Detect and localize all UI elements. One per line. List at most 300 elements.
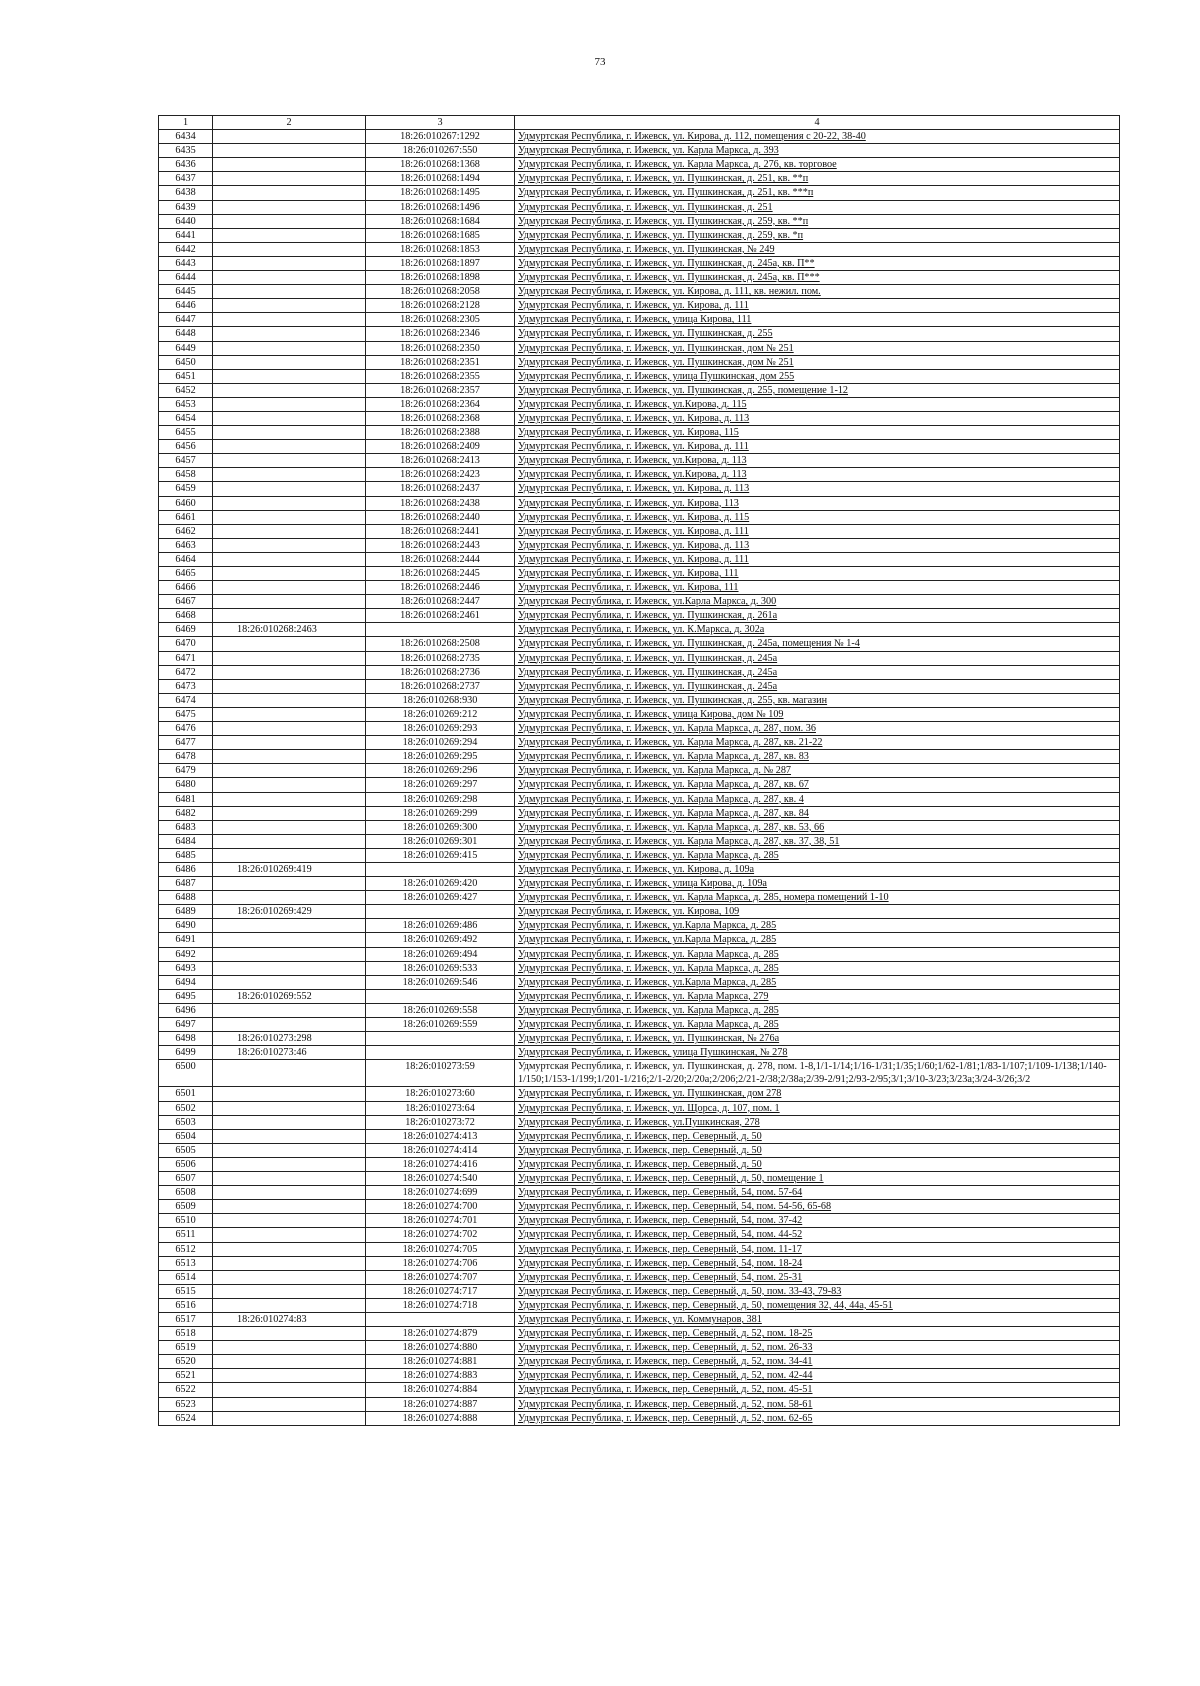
table-row — [159, 1341, 1120, 1355]
address-cell: Удмуртская Республика, г. Ижевск, ул.Карла Маркса, д. 285 — [515, 975, 1120, 989]
row-number-cell: 6523 — [159, 1397, 213, 1411]
address-cell: Удмуртская Республика, г. Ижевск, ул. Пушкинская, д. 251, кв. **п — [515, 172, 1120, 186]
parcel-number-cell — [213, 1298, 366, 1312]
address-cell: Удмуртская Республика, г. Ижевск, ул. Кирова, 109 — [515, 905, 1120, 919]
row-number-cell: 6484 — [159, 834, 213, 848]
table-row — [159, 975, 1120, 989]
parcel-number-cell — [213, 1256, 366, 1270]
table-row — [159, 1172, 1120, 1186]
address-cell: Удмуртская Республика, г. Ижевск, пер. Северный, д. 52, пом. 26-33 — [515, 1341, 1120, 1355]
address-cell: Удмуртская Республика, г. Ижевск, ул. Пушкинская, д. 278, пом. 1-8,1/1-1/14;1/16-1/31;1/35;1/60;1/62-1/81;1/83-1/107;1/109-1/138;1/140-1/150;1/153-1/199;1/201-1/216;2/1-2/20;2/20а;2/206;2/21-2/38;2/38а;2/39-2/91;2/93-2/95;3/1;3/10-3/23;3/23а;3/24-3/26;3/2 — [515, 1060, 1120, 1087]
parcel-number-cell — [213, 834, 366, 848]
table-row — [159, 341, 1120, 355]
cadastral-number-cell: 18:26:010268:2388 — [366, 426, 515, 440]
parcel-number-cell — [213, 496, 366, 510]
cadastral-number-cell: 18:26:010268:1496 — [366, 200, 515, 214]
row-number-cell: 6491 — [159, 933, 213, 947]
row-number-cell: 6518 — [159, 1327, 213, 1341]
address-cell: Удмуртская Республика, г. Ижевск, пер. Северный, д. 52, пом. 58-61 — [515, 1397, 1120, 1411]
cadastral-number-cell: 18:26:010274:880 — [366, 1341, 515, 1355]
address-cell: Удмуртская Республика, г. Ижевск, ул. Кирова, д. 111 — [515, 299, 1120, 313]
cadastral-number-cell: 18:26:010268:2441 — [366, 524, 515, 538]
address-cell: Удмуртская Республика, г. Ижевск, ул. Кирова, д. 111, кв. нежил. пом. — [515, 285, 1120, 299]
address-cell: Удмуртская Республика, г. Ижевск, пер. Северный, 54, пом. 37-42 — [515, 1214, 1120, 1228]
parcel-number-cell — [213, 271, 366, 285]
column-header-3: 3 — [366, 116, 515, 130]
cadastral-number-cell — [366, 1312, 515, 1326]
address-cell: Удмуртская Республика, г. Ижевск, ул. Пушкинская, д. 255, помещение 1-12 — [515, 383, 1120, 397]
row-number-cell: 6438 — [159, 186, 213, 200]
table-row — [159, 130, 1120, 144]
parcel-number-cell — [213, 1242, 366, 1256]
table-row — [159, 750, 1120, 764]
row-number-cell: 6461 — [159, 510, 213, 524]
cadastral-number-cell: 18:26:010274:707 — [366, 1270, 515, 1284]
cadastral-number-cell: 18:26:010269:299 — [366, 806, 515, 820]
table-header — [159, 116, 1120, 130]
table-row — [159, 1143, 1120, 1157]
cadastral-number-cell: 18:26:010268:2364 — [366, 397, 515, 411]
header-row — [159, 116, 1120, 130]
address-cell: Удмуртская Республика, г. Ижевск, ул. Кирова, 111 — [515, 581, 1120, 595]
cadastral-number-cell — [366, 862, 515, 876]
parcel-number-cell — [213, 228, 366, 242]
cadastral-number-cell: 18:26:010268:930 — [366, 693, 515, 707]
table-row — [159, 242, 1120, 256]
address-cell: Удмуртская Республика, г. Ижевск, ул.Кирова, д. 113 — [515, 454, 1120, 468]
table-row — [159, 1256, 1120, 1270]
table-row — [159, 426, 1120, 440]
row-number-cell: 6457 — [159, 454, 213, 468]
parcel-number-cell — [213, 1060, 366, 1087]
row-number-cell: 6454 — [159, 411, 213, 425]
table-row — [159, 1032, 1120, 1046]
cadastral-number-cell: 18:26:010268:2444 — [366, 552, 515, 566]
cadastral-number-cell: 18:26:010274:718 — [366, 1298, 515, 1312]
address-cell: Удмуртская Республика, г. Ижевск, пер. Северный, д. 52, пом. 34-41 — [515, 1355, 1120, 1369]
row-number-cell: 6502 — [159, 1101, 213, 1115]
address-cell: Удмуртская Республика, г. Ижевск, ул. Пушкинская, д. 245а, кв. П** — [515, 256, 1120, 270]
row-number-cell: 6460 — [159, 496, 213, 510]
row-number-cell: 6486 — [159, 862, 213, 876]
row-number-cell: 6509 — [159, 1200, 213, 1214]
row-number-cell: 6524 — [159, 1411, 213, 1425]
address-cell: Удмуртская Республика, г. Ижевск, ул. Карла Маркса, д. 276, кв. торговое — [515, 158, 1120, 172]
table-row — [159, 1101, 1120, 1115]
table-row — [159, 1003, 1120, 1017]
cadastral-number-cell: 18:26:010268:2350 — [366, 341, 515, 355]
table-row — [159, 285, 1120, 299]
cadastral-number-cell: 18:26:010274:879 — [366, 1327, 515, 1341]
cadastral-number-cell: 18:26:010268:2437 — [366, 482, 515, 496]
parcel-number-cell — [213, 1143, 366, 1157]
parcel-number-cell — [213, 792, 366, 806]
parcel-number-cell — [213, 538, 366, 552]
row-number-cell: 6496 — [159, 1003, 213, 1017]
parcel-number-cell — [213, 848, 366, 862]
cadastral-number-cell: 18:26:010268:2409 — [366, 440, 515, 454]
address-cell: Удмуртская Республика, г. Ижевск, пер. Северный, 54, пом. 44-52 — [515, 1228, 1120, 1242]
row-number-cell: 6473 — [159, 679, 213, 693]
table-row — [159, 778, 1120, 792]
table-row — [159, 468, 1120, 482]
table-row — [159, 214, 1120, 228]
address-cell: Удмуртская Республика, г. Ижевск, пер. Северный, д. 52, пом. 45-51 — [515, 1383, 1120, 1397]
cadastral-number-cell: 18:26:010274:416 — [366, 1157, 515, 1171]
parcel-number-cell — [213, 1087, 366, 1101]
address-cell: Удмуртская Республика, г. Ижевск, ул.Пушкинская, 278 — [515, 1115, 1120, 1129]
registry-table — [158, 115, 1120, 1426]
row-number-cell: 6445 — [159, 285, 213, 299]
parcel-number-cell — [213, 172, 366, 186]
row-number-cell: 6471 — [159, 651, 213, 665]
row-number-cell: 6519 — [159, 1341, 213, 1355]
cadastral-number-cell: 18:26:010269:415 — [366, 848, 515, 862]
address-cell: Удмуртская Республика, г. Ижевск, ул. Карла Маркса, д. 287, кв. 53, 66 — [515, 820, 1120, 834]
address-cell: Удмуртская Республика, г. Ижевск, ул. Пушкинская, д. 245а, помещения № 1-4 — [515, 637, 1120, 651]
table-row — [159, 764, 1120, 778]
row-number-cell: 6515 — [159, 1284, 213, 1298]
table-row — [159, 256, 1120, 270]
cadastral-number-cell: 18:26:010274:414 — [366, 1143, 515, 1157]
parcel-number-cell — [213, 1327, 366, 1341]
row-number-cell: 6504 — [159, 1129, 213, 1143]
address-cell: Удмуртская Республика, г. Ижевск, ул. Пушкинская, дом № 251 — [515, 341, 1120, 355]
cadastral-number-cell: 18:26:010269:294 — [366, 736, 515, 750]
cadastral-number-cell: 18:26:010274:706 — [366, 1256, 515, 1270]
address-cell: Удмуртская Республика, г. Ижевск, ул. Щорса, д. 107, пом. 1 — [515, 1101, 1120, 1115]
row-number-cell: 6506 — [159, 1157, 213, 1171]
address-cell: Удмуртская Республика, г. Ижевск, улица Пушкинская, дом 255 — [515, 369, 1120, 383]
address-cell: Удмуртская Республика, г. Ижевск, ул.Кирова, д. 113 — [515, 468, 1120, 482]
table-row — [159, 1242, 1120, 1256]
table-row — [159, 228, 1120, 242]
table-row — [159, 327, 1120, 341]
address-cell: Удмуртская Республика, г. Ижевск, ул. Пушкинская, д. 259, кв. *п — [515, 228, 1120, 242]
row-number-cell: 6517 — [159, 1312, 213, 1326]
table-row — [159, 637, 1120, 651]
address-cell: Удмуртская Республика, г. Ижевск, ул. Карла Маркса, д. 285 — [515, 1018, 1120, 1032]
table-row — [159, 820, 1120, 834]
address-cell: Удмуртская Республика, г. Ижевск, ул. Карла Маркса, д. 285 — [515, 848, 1120, 862]
parcel-number-cell — [213, 1186, 366, 1200]
address-cell: Удмуртская Республика, г. Ижевск, ул. Карла Маркса, д. 285 — [515, 961, 1120, 975]
cadastral-number-cell: 18:26:010268:2368 — [366, 411, 515, 425]
row-number-cell: 6449 — [159, 341, 213, 355]
row-number-cell: 6437 — [159, 172, 213, 186]
table-row — [159, 158, 1120, 172]
cadastral-number-cell: 18:26:010269:533 — [366, 961, 515, 975]
column-header-4: 4 — [515, 116, 1120, 130]
address-cell: Удмуртская Республика, г. Ижевск, ул. Кирова, 115 — [515, 426, 1120, 440]
parcel-number-cell: 18:26:010273:46 — [213, 1046, 366, 1060]
address-cell: Удмуртская Республика, г. Ижевск, ул. Карла Маркса, д. № 287 — [515, 764, 1120, 778]
cadastral-number-cell: 18:26:010274:883 — [366, 1369, 515, 1383]
cadastral-number-cell: 18:26:010268:2735 — [366, 651, 515, 665]
address-cell: Удмуртская Республика, г. Ижевск, пер. Северный, 54, пом. 18-24 — [515, 1256, 1120, 1270]
table-row — [159, 1270, 1120, 1284]
parcel-number-cell — [213, 186, 366, 200]
row-number-cell: 6447 — [159, 313, 213, 327]
table-row — [159, 961, 1120, 975]
address-cell: Удмуртская Республика, г. Ижевск, ул. Карла Маркса, д. 285 — [515, 1003, 1120, 1017]
table-row — [159, 609, 1120, 623]
row-number-cell: 6503 — [159, 1115, 213, 1129]
table-row — [159, 989, 1120, 1003]
address-cell: Удмуртская Республика, г. Ижевск, пер. Северный, д. 50, помещение 1 — [515, 1172, 1120, 1186]
cadastral-number-cell: 18:26:010268:1684 — [366, 214, 515, 228]
cadastral-number-cell: 18:26:010269:427 — [366, 891, 515, 905]
parcel-number-cell — [213, 679, 366, 693]
row-number-cell: 6520 — [159, 1355, 213, 1369]
address-cell: Удмуртская Республика, г. Ижевск, ул. Пушкинская, д. 259, кв. **п — [515, 214, 1120, 228]
parcel-number-cell — [213, 313, 366, 327]
cadastral-number-cell: 18:26:010269:420 — [366, 877, 515, 891]
parcel-number-cell — [213, 1270, 366, 1284]
parcel-number-cell — [213, 975, 366, 989]
address-cell: Удмуртская Республика, г. Ижевск, пер. Северный, д. 50, помещения 32, 44, 44а, 45-51 — [515, 1298, 1120, 1312]
parcel-number-cell — [213, 1369, 366, 1383]
address-cell: Удмуртская Республика, г. Ижевск, ул. Карла Маркса, д. 285, номера помещений 1-10 — [515, 891, 1120, 905]
table-row — [159, 862, 1120, 876]
row-number-cell: 6513 — [159, 1256, 213, 1270]
parcel-number-cell — [213, 1115, 366, 1129]
row-number-cell: 6510 — [159, 1214, 213, 1228]
table-row — [159, 806, 1120, 820]
address-cell: Удмуртская Республика, г. Ижевск, ул. Кирова, д. 112, помещения с 20-22, 38-40 — [515, 130, 1120, 144]
address-cell: Удмуртская Республика, г. Ижевск, ул. Кирова, д. 111 — [515, 552, 1120, 566]
parcel-number-cell — [213, 510, 366, 524]
cadastral-number-cell: 18:26:010267:550 — [366, 144, 515, 158]
address-cell: Удмуртская Республика, г. Ижевск, ул. Карла Маркса, д. 285 — [515, 947, 1120, 961]
row-number-cell: 6464 — [159, 552, 213, 566]
address-cell: Удмуртская Республика, г. Ижевск, ул. Кирова, д. 109а — [515, 862, 1120, 876]
row-number-cell: 6450 — [159, 355, 213, 369]
parcel-number-cell — [213, 383, 366, 397]
cadastral-number-cell: 18:26:010268:2737 — [366, 679, 515, 693]
cadastral-number-cell: 18:26:010268:2355 — [366, 369, 515, 383]
row-number-cell: 6442 — [159, 242, 213, 256]
parcel-number-cell — [213, 440, 366, 454]
address-cell: Удмуртская Республика, г. Ижевск, ул. Пушкинская, № 249 — [515, 242, 1120, 256]
cadastral-number-cell: 18:26:010269:298 — [366, 792, 515, 806]
table-row — [159, 1284, 1120, 1298]
table-row — [159, 411, 1120, 425]
table-row — [159, 1327, 1120, 1341]
cadastral-number-cell: 18:26:010274:717 — [366, 1284, 515, 1298]
cadastral-number-cell: 18:26:010269:492 — [366, 933, 515, 947]
parcel-number-cell — [213, 397, 366, 411]
parcel-number-cell — [213, 242, 366, 256]
row-number-cell: 6443 — [159, 256, 213, 270]
parcel-number-cell — [213, 369, 366, 383]
cadastral-number-cell: 18:26:010268:2423 — [366, 468, 515, 482]
cadastral-number-cell — [366, 905, 515, 919]
parcel-number-cell — [213, 454, 366, 468]
address-cell: Удмуртская Республика, г. Ижевск, ул. Кирова, д. 113 — [515, 482, 1120, 496]
row-number-cell: 6458 — [159, 468, 213, 482]
row-number-cell: 6476 — [159, 722, 213, 736]
parcel-number-cell — [213, 341, 366, 355]
cadastral-number-cell: 18:26:010269:300 — [366, 820, 515, 834]
row-number-cell: 6446 — [159, 299, 213, 313]
cadastral-number-cell — [366, 1046, 515, 1060]
row-number-cell: 6470 — [159, 637, 213, 651]
row-number-cell: 6475 — [159, 707, 213, 721]
cadastral-number-cell: 18:26:010268:1494 — [366, 172, 515, 186]
table-row — [159, 299, 1120, 313]
address-cell: Удмуртская Республика, г. Ижевск, ул. Пушкинская, д. 261а — [515, 609, 1120, 623]
row-number-cell: 6453 — [159, 397, 213, 411]
cadastral-number-cell: 18:26:010268:2351 — [366, 355, 515, 369]
parcel-number-cell — [213, 158, 366, 172]
table-row — [159, 919, 1120, 933]
row-number-cell: 6479 — [159, 764, 213, 778]
address-cell: Удмуртская Республика, г. Ижевск, ул.Карла Маркса, д. 300 — [515, 595, 1120, 609]
address-cell: Удмуртская Республика, г. Ижевск, ул. Карла Маркса, д. 287, кв. 67 — [515, 778, 1120, 792]
cadastral-number-cell: 18:26:010274:702 — [366, 1228, 515, 1242]
address-cell: Удмуртская Республика, г. Ижевск, ул. Карла Маркса, д. 287, кв. 21-22 — [515, 736, 1120, 750]
parcel-number-cell — [213, 482, 366, 496]
address-cell: Удмуртская Республика, г. Ижевск, улица Кирова, 111 — [515, 313, 1120, 327]
parcel-number-cell — [213, 144, 366, 158]
row-number-cell: 6488 — [159, 891, 213, 905]
row-number-cell: 6456 — [159, 440, 213, 454]
table-row — [159, 397, 1120, 411]
address-cell: Удмуртская Республика, г. Ижевск, ул. Карла Маркса, д. 287, кв. 84 — [515, 806, 1120, 820]
parcel-number-cell: 18:26:010273:298 — [213, 1032, 366, 1046]
table-row — [159, 1355, 1120, 1369]
cadastral-number-cell: 18:26:010268:1685 — [366, 228, 515, 242]
cadastral-number-cell: 18:26:010269:546 — [366, 975, 515, 989]
parcel-number-cell — [213, 524, 366, 538]
parcel-number-cell — [213, 256, 366, 270]
row-number-cell: 6500 — [159, 1060, 213, 1087]
table-row — [159, 383, 1120, 397]
parcel-number-cell — [213, 693, 366, 707]
cadastral-number-cell: 18:26:010273:59 — [366, 1060, 515, 1087]
address-cell: Удмуртская Республика, г. Ижевск, ул. Пушкинская, д. 251 — [515, 200, 1120, 214]
table-row — [159, 581, 1120, 595]
address-cell: Удмуртская Республика, г. Ижевск, ул. Карла Маркса, д. 287, кв. 83 — [515, 750, 1120, 764]
parcel-number-cell — [213, 1018, 366, 1032]
table-row — [159, 1087, 1120, 1101]
row-number-cell: 6477 — [159, 736, 213, 750]
cadastral-number-cell: 18:26:010268:2446 — [366, 581, 515, 595]
parcel-number-cell — [213, 764, 366, 778]
parcel-number-cell — [213, 609, 366, 623]
cadastral-number-cell — [366, 1032, 515, 1046]
parcel-number-cell — [213, 891, 366, 905]
cadastral-number-cell: 18:26:010268:2443 — [366, 538, 515, 552]
parcel-number-cell: 18:26:010269:429 — [213, 905, 366, 919]
cadastral-number-cell: 18:26:010269:293 — [366, 722, 515, 736]
cadastral-number-cell: 18:26:010273:64 — [366, 1101, 515, 1115]
table-row — [159, 651, 1120, 665]
cadastral-number-cell: 18:26:010268:2440 — [366, 510, 515, 524]
address-cell: Удмуртская Республика, г. Ижевск, ул. Кирова, д. 113 — [515, 411, 1120, 425]
address-cell: Удмуртская Республика, г. Ижевск, ул. Пушкинская, д. 245а — [515, 679, 1120, 693]
address-cell: Удмуртская Республика, г. Ижевск, ул. Кирова, д. 111 — [515, 440, 1120, 454]
address-cell: Удмуртская Республика, г. Ижевск, ул. Кирова, 113 — [515, 496, 1120, 510]
table-row — [159, 707, 1120, 721]
table-row — [159, 1228, 1120, 1242]
table-row — [159, 313, 1120, 327]
address-cell: Удмуртская Республика, г. Ижевск, ул. Пушкинская, д. 255, кв. магазин — [515, 693, 1120, 707]
column-header-2: 2 — [213, 116, 366, 130]
parcel-number-cell — [213, 552, 366, 566]
page-number: 73 — [594, 56, 606, 68]
cadastral-number-cell — [366, 623, 515, 637]
parcel-number-cell — [213, 665, 366, 679]
cadastral-number-cell: 18:26:010274:540 — [366, 1172, 515, 1186]
parcel-number-cell — [213, 820, 366, 834]
cadastral-number-cell: 18:26:010268:2346 — [366, 327, 515, 341]
table-row — [159, 736, 1120, 750]
cadastral-number-cell: 18:26:010269:295 — [366, 750, 515, 764]
table-row — [159, 623, 1120, 637]
address-cell: Удмуртская Республика, г. Ижевск, ул. Кирова, д. 113 — [515, 538, 1120, 552]
address-cell: Удмуртская Республика, г. Ижевск, ул. Карла Маркса, д. 393 — [515, 144, 1120, 158]
parcel-number-cell — [213, 707, 366, 721]
parcel-number-cell — [213, 468, 366, 482]
cadastral-number-cell: 18:26:010274:888 — [366, 1411, 515, 1425]
row-number-cell: 6439 — [159, 200, 213, 214]
table-row — [159, 679, 1120, 693]
parcel-number-cell — [213, 947, 366, 961]
row-number-cell: 6511 — [159, 1228, 213, 1242]
address-cell: Удмуртская Республика, г. Ижевск, ул. Пушкинская, д. 245а — [515, 665, 1120, 679]
table-row — [159, 186, 1120, 200]
cadastral-number-cell: 18:26:010274:881 — [366, 1355, 515, 1369]
row-number-cell: 6444 — [159, 271, 213, 285]
cadastral-number-cell: 18:26:010274:413 — [366, 1129, 515, 1143]
table-row — [159, 792, 1120, 806]
cadastral-number-cell: 18:26:010269:301 — [366, 834, 515, 848]
table-row — [159, 510, 1120, 524]
parcel-number-cell — [213, 961, 366, 975]
address-cell: Удмуртская Республика, г. Ижевск, ул. Карла Маркса, д. 287, пом. 36 — [515, 722, 1120, 736]
address-cell: Удмуртская Республика, г. Ижевск, ул. Пушкинская, № 276а — [515, 1032, 1120, 1046]
row-number-cell: 6466 — [159, 581, 213, 595]
row-number-cell: 6465 — [159, 567, 213, 581]
table-row — [159, 933, 1120, 947]
cadastral-number-cell: 18:26:010274:884 — [366, 1383, 515, 1397]
cadastral-number-cell: 18:26:010269:297 — [366, 778, 515, 792]
cadastral-number-cell: 18:26:010268:2461 — [366, 609, 515, 623]
table-row — [159, 665, 1120, 679]
table-row — [159, 496, 1120, 510]
address-cell: Удмуртская Республика, г. Ижевск, ул.Карла Маркса, д. 285 — [515, 933, 1120, 947]
cadastral-number-cell: 18:26:010267:1292 — [366, 130, 515, 144]
cadastral-number-cell: 18:26:010268:2128 — [366, 299, 515, 313]
parcel-number-cell — [213, 595, 366, 609]
cadastral-number-cell: 18:26:010269:296 — [366, 764, 515, 778]
row-number-cell: 6485 — [159, 848, 213, 862]
cadastral-number-cell: 18:26:010268:1897 — [366, 256, 515, 270]
cadastral-number-cell: 18:26:010269:559 — [366, 1018, 515, 1032]
address-cell: Удмуртская Республика, г. Ижевск, пер. Северный, 54, пом. 54-56, 65-68 — [515, 1200, 1120, 1214]
cadastral-number-cell: 18:26:010274:700 — [366, 1200, 515, 1214]
row-number-cell: 6490 — [159, 919, 213, 933]
row-number-cell: 6482 — [159, 806, 213, 820]
parcel-number-cell — [213, 919, 366, 933]
address-cell: Удмуртская Республика, г. Ижевск, ул. Пушкинская, дом № 251 — [515, 355, 1120, 369]
cadastral-number-cell: 18:26:010268:2438 — [366, 496, 515, 510]
address-cell: Удмуртская Республика, г. Ижевск, пер. Северный, 54, пом. 57-64 — [515, 1186, 1120, 1200]
table-row — [159, 1411, 1120, 1425]
table-row — [159, 905, 1120, 919]
